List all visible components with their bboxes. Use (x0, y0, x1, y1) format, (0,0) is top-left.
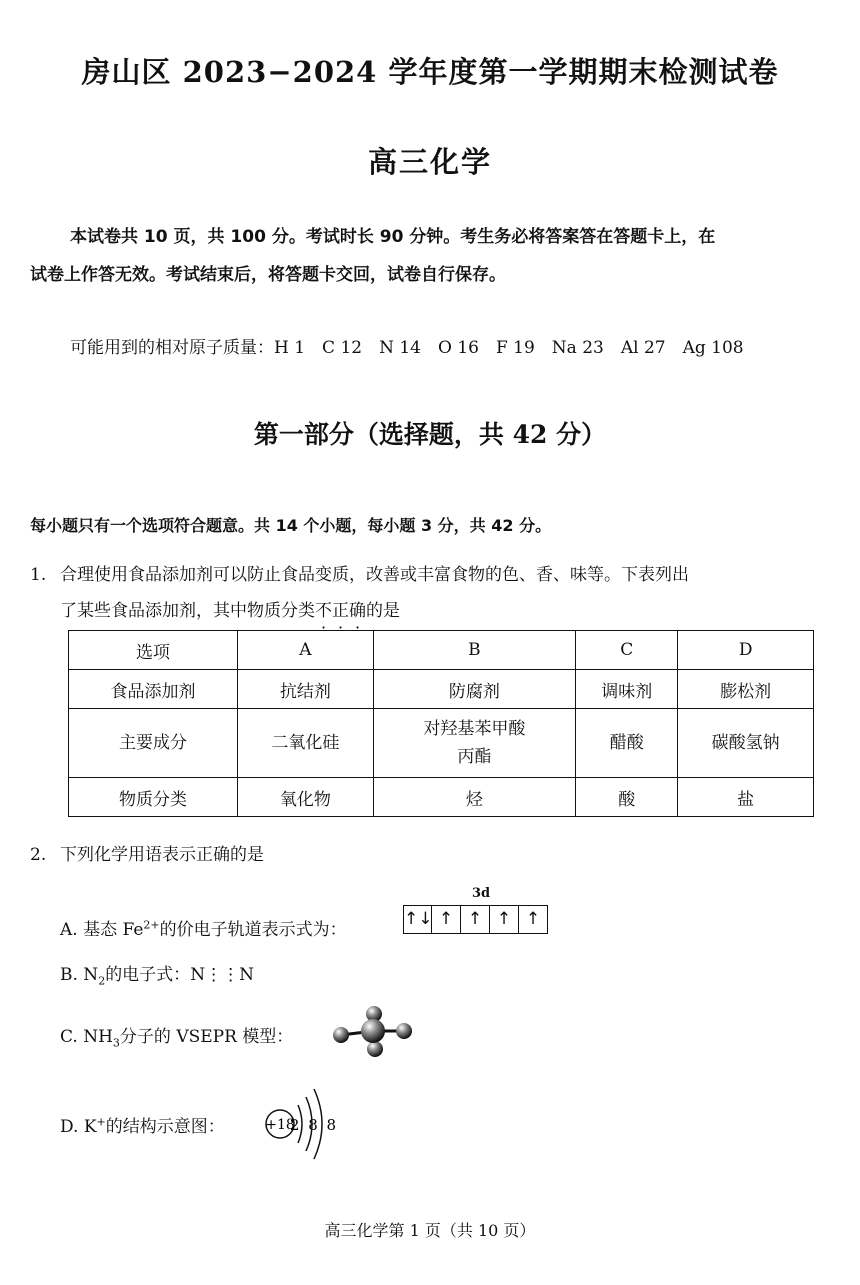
orbital-label: 3d (472, 886, 491, 901)
option-d: D. K+的结构示意图： (60, 1115, 225, 1137)
atomic-structure-diagram (262, 1083, 342, 1165)
emphasis-char: 确 (349, 601, 366, 621)
option-a: A. 基态 $Fe^{2+}$的价电子轨道表示式为： (60, 918, 347, 940)
option-b: B. $N_2$的电子式：N⋮⋮N (60, 965, 254, 988)
exam-intro (30, 218, 830, 294)
question-1 (30, 557, 830, 629)
table-cell: 防腐剂 (373, 670, 575, 709)
orbital-diagram (403, 905, 548, 934)
emphasis-char: 正 (332, 601, 349, 621)
orbital-box: ↑ (490, 905, 519, 934)
table-cell (373, 709, 575, 778)
vsepr-model-icon (328, 1003, 420, 1065)
table-cell: 抗结剂 (238, 670, 374, 709)
orbital-box: ↑↓ (403, 905, 432, 934)
emphasis-char: 不 (315, 601, 332, 621)
table-cell: 主要成分 (69, 709, 238, 778)
table-header-cell: D (678, 631, 814, 670)
orbital-box: ↑ (432, 905, 461, 934)
exam-title: 房山区 2023−2024 学年度第一学期期末检测试卷 (81, 55, 779, 89)
question-1-line-2: 了某些食品添加剂，其中物质分类不正确的是 (60, 601, 400, 621)
additives-table (68, 630, 814, 817)
table-header-cell: 选项 (69, 631, 238, 670)
table-row (69, 778, 814, 817)
question-number: 2. (30, 845, 47, 865)
question-1-line-1: 合理使用食品添加剂可以防止食品变质，改善或丰富食物的色、香、味等。下表列出 (60, 565, 689, 585)
question-2 (30, 840, 264, 865)
question-number: 1. (30, 565, 47, 585)
orbital-box: ↑ (461, 905, 490, 934)
intro-line-1: 本试卷共 10 页，共 100 分。考试时长 90 分钟。考生务必将答案答在答题卡上，在 (70, 227, 716, 247)
table-cell: 二氧化硅 (238, 709, 374, 778)
intro-line-2: 试卷上作答无效。考试结束后，将答题卡交回，试卷自行保存。 (30, 265, 506, 285)
question-2-stem: 下列化学用语表示正确的是 (60, 845, 264, 865)
table-row (69, 709, 814, 778)
table-cell: 膨松剂 (678, 670, 814, 709)
option-c: C. $NH_3$分子的 VSEPR 模型： (60, 1027, 294, 1050)
table-cell: 氧化物 (238, 778, 374, 817)
cell-line: 丙酯 (457, 747, 492, 767)
exam-subject: 高三化学 (367, 145, 492, 179)
table-header-row (69, 631, 814, 670)
atomic-masses: 可能用到的相对原子质量：H 1 C 12 N 14 O 16 F 19 Na 23 Al 27 Ag 108 (70, 338, 744, 358)
table-cell: 物质分类 (69, 778, 238, 817)
electron-formula: N⋮⋮N (190, 965, 254, 985)
table-cell: 烃 (373, 778, 575, 817)
table-header-cell: B (373, 631, 575, 670)
shell-electrons: 2 8 8 (289, 1116, 339, 1134)
table-cell: 碳酸氢钠 (678, 709, 814, 778)
cell-line: 对羟基苯甲酸 (423, 719, 526, 739)
section-title: 第一部分（选择题，共 42 分） (253, 420, 607, 449)
table-cell: 盐 (678, 778, 814, 817)
table-cell: 食品添加剂 (69, 670, 238, 709)
table-header-cell: A (238, 631, 374, 670)
table-cell: 酸 (576, 778, 678, 817)
table-row (69, 670, 814, 709)
table-header-cell: C (576, 631, 678, 670)
table-cell: 调味剂 (576, 670, 678, 709)
orbital-box: ↑ (519, 905, 548, 934)
page-footer: 高三化学第 1 页（共 10 页） (324, 1221, 536, 1240)
nucleus-label: +18 (265, 1117, 295, 1133)
table-cell: 醋酸 (576, 709, 678, 778)
section-instructions: 每小题只有一个选项符合题意。共 14 个小题，每小题 3 分，共 42 分。 (30, 516, 552, 535)
